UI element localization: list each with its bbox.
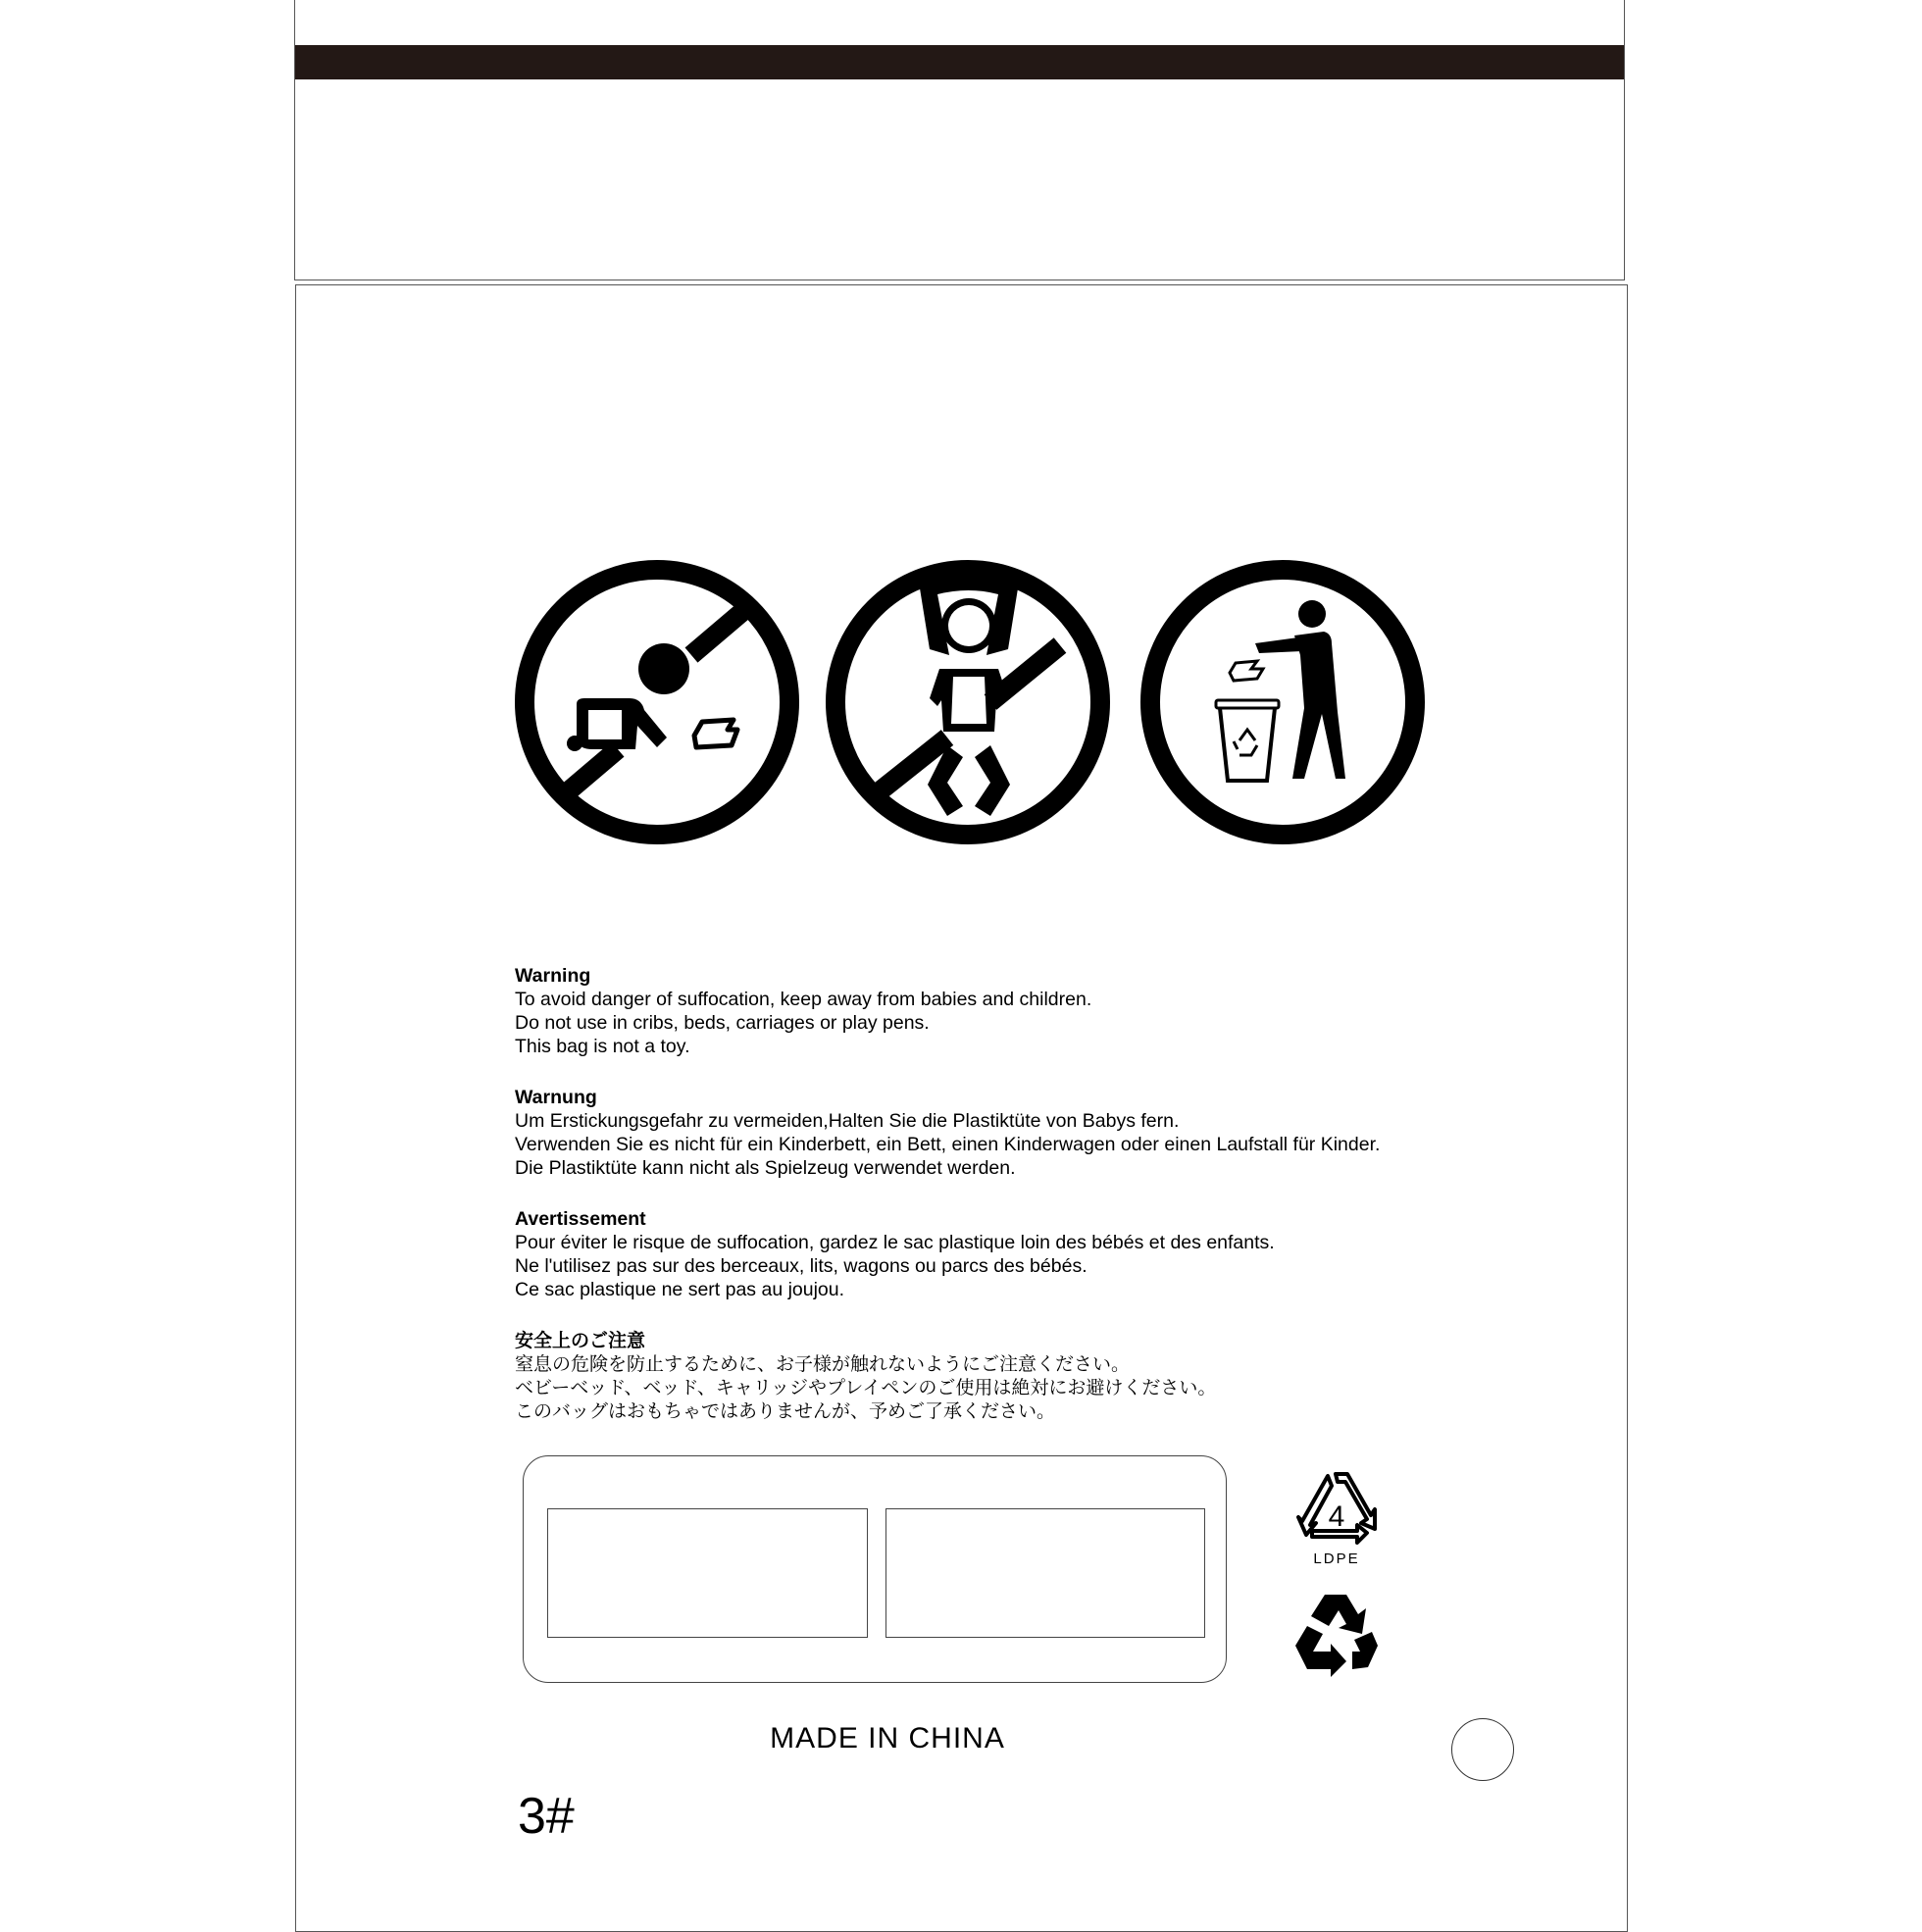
zip-strip bbox=[295, 45, 1624, 79]
warning-english-title: Warning bbox=[515, 965, 591, 987]
warning-text bbox=[515, 964, 1544, 1450]
zip-lock-panel bbox=[294, 0, 1625, 280]
warning-german-line-1: Um Erstickungsgefahr zu vermeiden,Halten Sie die Plastiktüte von Babys fern. bbox=[515, 1110, 1180, 1132]
warning-german bbox=[515, 1086, 1544, 1180]
dispose-in-bin-icon bbox=[1150, 570, 1415, 835]
warning-japanese-line-1: 窒息の危険を防止するために、お子様が触れないようにご注意ください。 bbox=[515, 1353, 1131, 1375]
size-mark: 3# bbox=[518, 1788, 575, 1845]
warning-japanese bbox=[515, 1329, 1544, 1423]
warning-german-line-3: Die Plastiktüte kann nicht als Spielzeug verwendet werden. bbox=[515, 1157, 1016, 1179]
no-baby-crawling-icon bbox=[525, 570, 789, 835]
ldpe-resin-code-icon bbox=[1292, 1464, 1381, 1572]
warning-french-title: Avertissement bbox=[515, 1208, 646, 1230]
warning-french-line-3: Ce sac plastique ne sert pas au joujou. bbox=[515, 1279, 845, 1300]
label-cell-left bbox=[547, 1508, 868, 1638]
warning-english bbox=[515, 964, 1544, 1058]
warning-german-title: Warnung bbox=[515, 1087, 597, 1108]
warning-french-line-2: Ne l'utilisez pas sur des berceaux, lits, wagons ou parcs des bébés. bbox=[515, 1255, 1087, 1277]
warning-english-line-1: To avoid danger of suffocation, keep away from babies and children. bbox=[515, 989, 1092, 1010]
hang-hole bbox=[1451, 1718, 1514, 1781]
warning-german-line-2: Verwenden Sie es nicht für ein Kinderbett, ein Bett, einen Kinderwagen oder einen Laufstall für Kinder. bbox=[515, 1134, 1381, 1155]
no-bag-over-head-icon bbox=[835, 570, 1100, 835]
recycle-arrows-icon bbox=[1290, 1587, 1384, 1681]
ldpe-material-label: LDPE bbox=[1313, 1551, 1360, 1567]
warning-french bbox=[515, 1207, 1544, 1301]
warning-japanese-line-3: このバッグはおもちゃではありませんが、予めご了承ください。 bbox=[515, 1400, 1056, 1422]
warning-french-line-1: Pour éviter le risque de suffocation, gardez le sac plastique loin des bébés et des enfants. bbox=[515, 1232, 1275, 1253]
warning-japanese-title: 安全上のご注意 bbox=[515, 1330, 646, 1351]
ldpe-code-number: 4 bbox=[1328, 1500, 1345, 1533]
warning-japanese-line-2: ベビーベッド、ベッド、キャリッジやプレイペンのご使用は絶対にお避けください。 bbox=[515, 1377, 1217, 1398]
label-cell-right bbox=[885, 1508, 1205, 1638]
warning-english-line-2: Do not use in cribs, beds, carriages or play pens. bbox=[515, 1012, 930, 1034]
warning-english-line-3: This bag is not a toy. bbox=[515, 1036, 690, 1057]
label-box bbox=[523, 1455, 1227, 1683]
made-in-label: MADE IN CHINA bbox=[770, 1722, 1005, 1754]
safety-symbols bbox=[510, 539, 1442, 873]
